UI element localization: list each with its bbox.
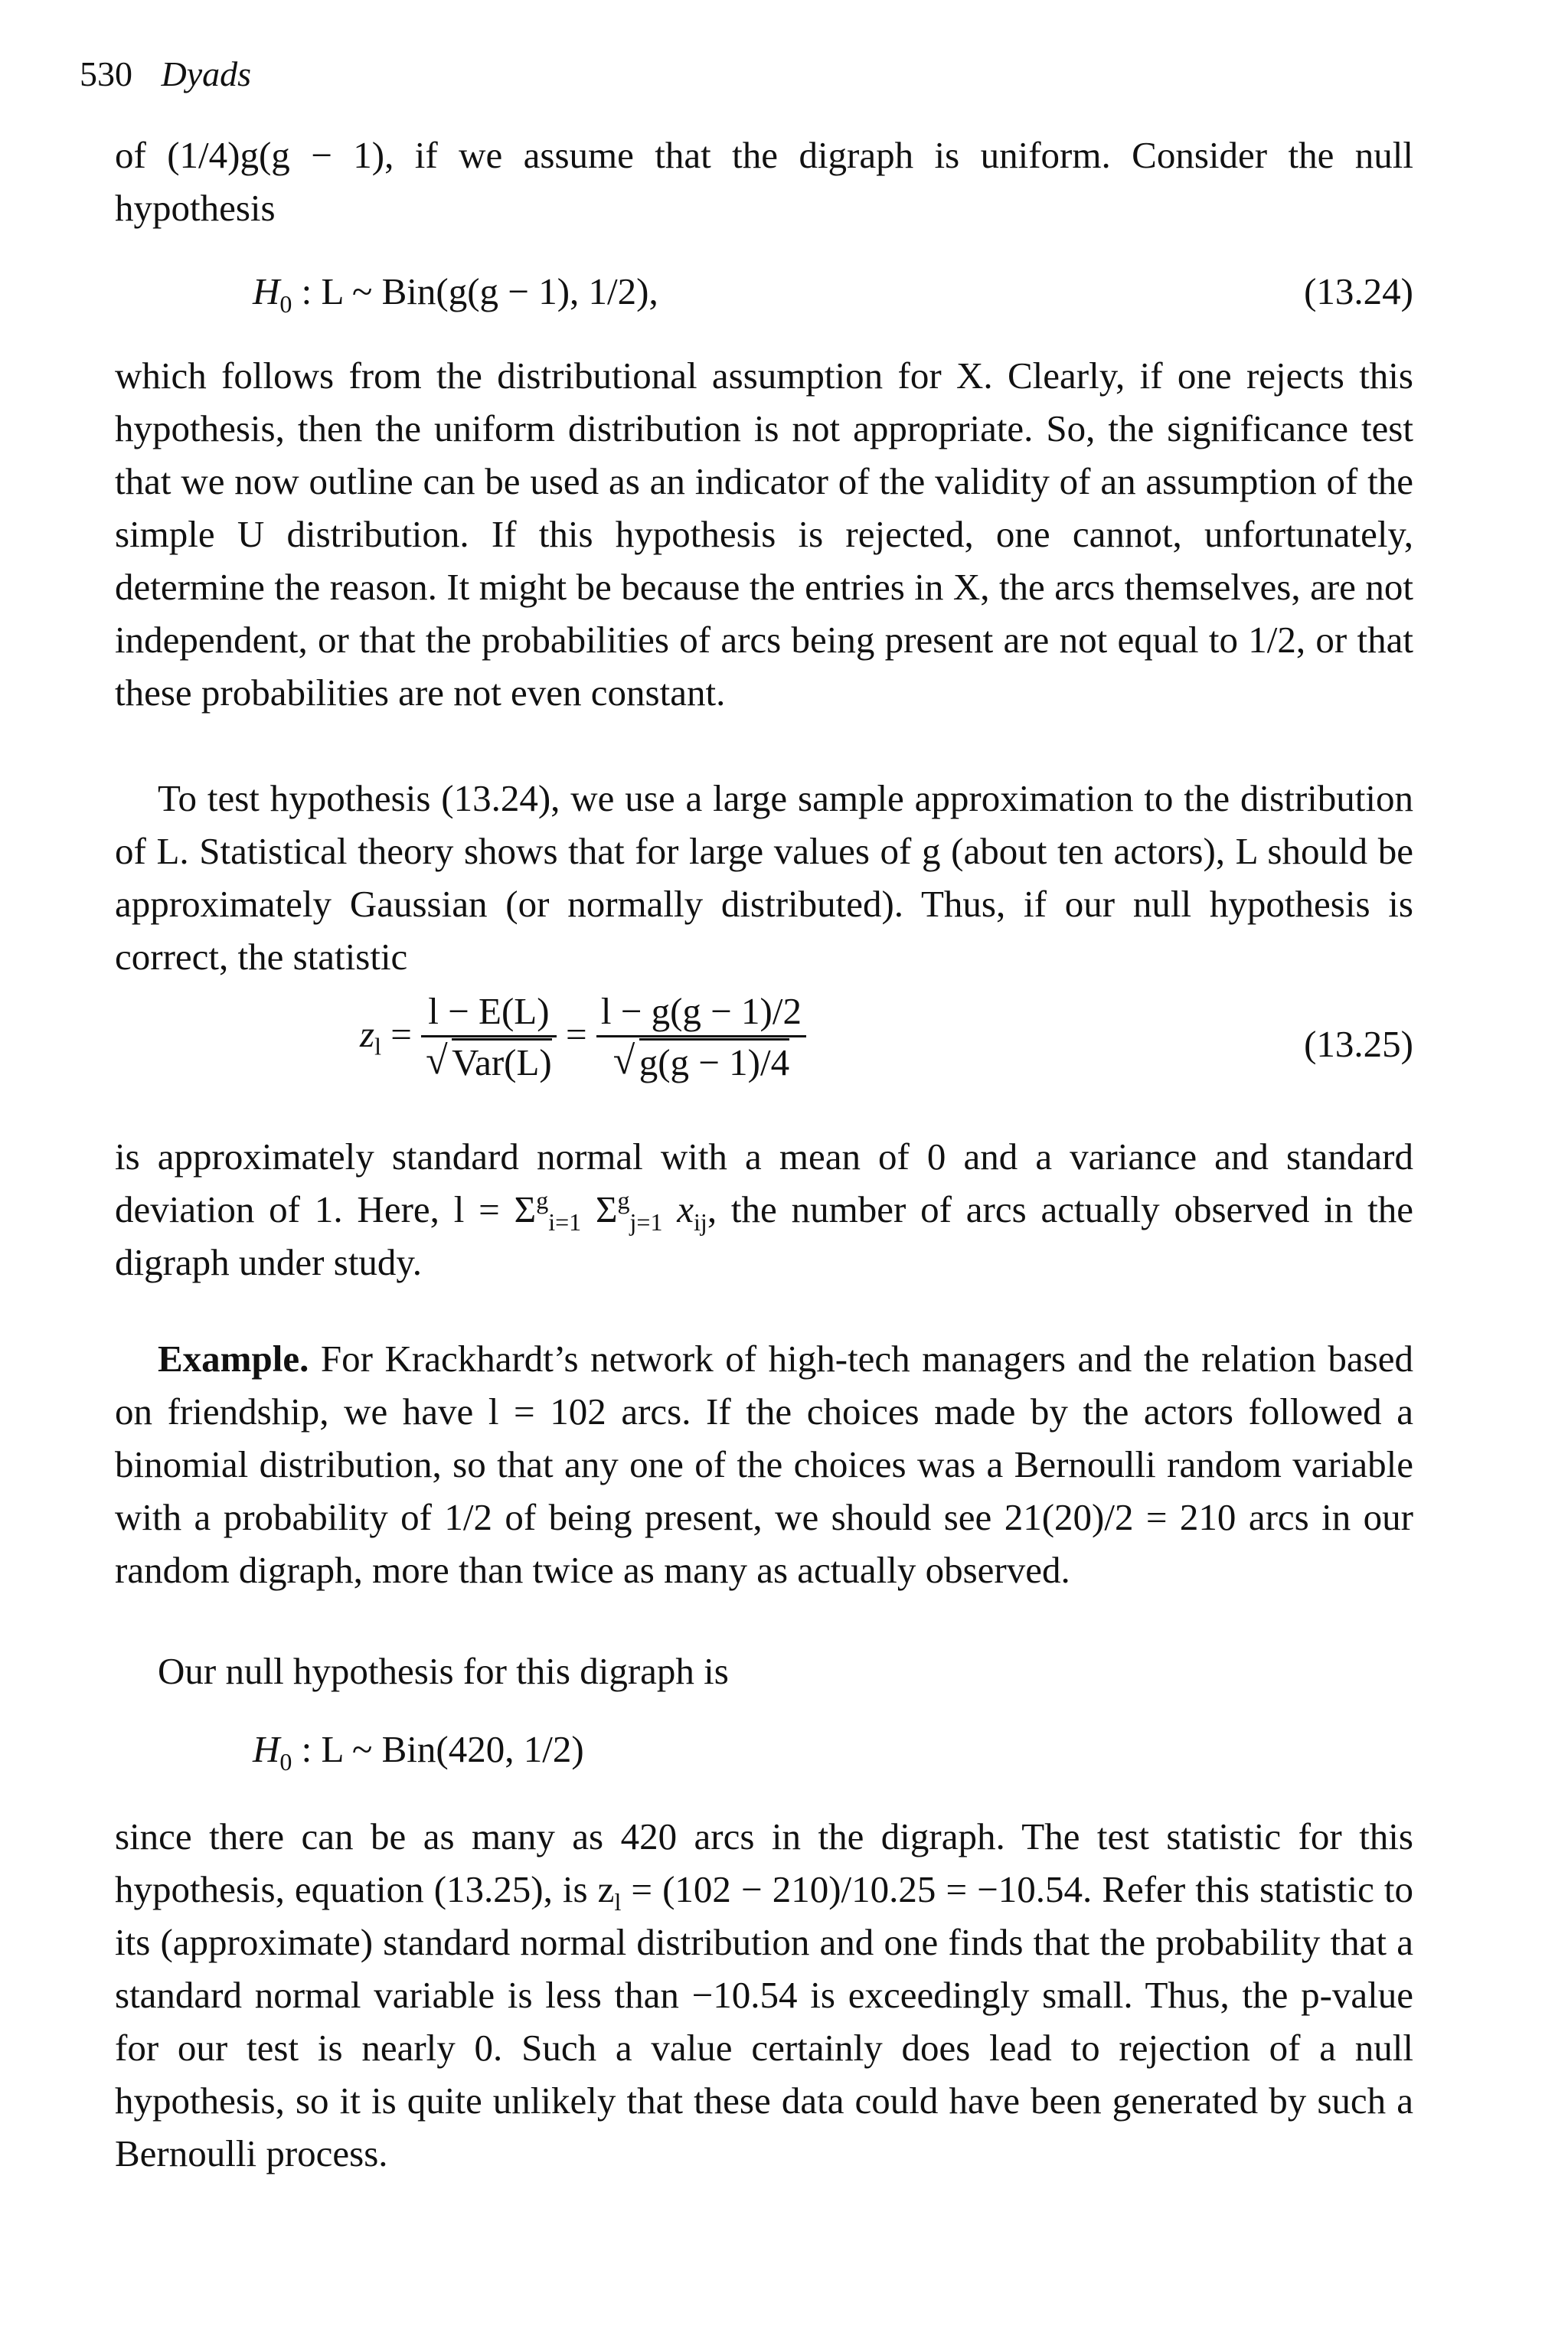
equation-null-hypothesis: $H_0$ : L ~ Bin(420, 1/2)	[253, 1728, 584, 1776]
fraction-binomial: l − g(g − 1)/2 √ g(g − 1)/4	[596, 988, 806, 1088]
running-header	[80, 54, 251, 94]
paragraph-4: is approximately standard normal with a mean of 0 and a variance and standard deviation of 1. Here, $l = \Sigma^g_{i=1}$ $\Sigma^g_{j=1}$ $x_{ij}$, the number of arcs actually observed in the digraph under study.	[115, 1135, 1413, 1283]
example-paragraph: Example. For Krackhardt’s network of high-tech managers and the relation based on friendship, we have l = 102 arcs. If the choices made by the actors followed a binomial distribution, so that any one of the choices was a Bernoulli random variable with a probability of 1/2 of being present, we should see 21(20)/2 = 210 arcs in our random digraph, more than twice as many as actually observed.	[115, 1338, 1413, 1591]
example-label: Example.	[158, 1338, 309, 1380]
paragraph-2: which follows from the distributional assumption for X. Clearly, if one rejects this hypothesis, then the uniform distribution is not appropriate. So, the significance test that we now outline can be used as an indicator of the validity of an assumption of the simple U distribution. If this hypothesis is rejected, one cannot, unfortunately, determine the reason. It might be because the entries in X, the arcs themselves, are not independent, or that the probabilities of arcs being present are not equal to 1/2, or that these probabilities are not even constant.	[115, 354, 1413, 714]
fraction-expected: l − E(L) √ Var(L)	[421, 988, 557, 1088]
equation-13-24-number: (13.24)	[1304, 270, 1413, 312]
paragraph-5: Our null hypothesis for this digraph is	[158, 1650, 729, 1692]
equation-13-24	[115, 270, 1413, 323]
equation-13-25-body: $z_l$ = l − E(L) √ Var(L) = l − g(g − 1)/2 √ g(g − 1)/4	[360, 988, 806, 1088]
paragraph-1: of (1/4)g(g − 1), if we assume that the digraph is uniform. Consider the null hypothesis	[115, 134, 1413, 229]
section-title: Dyads	[161, 54, 252, 93]
equation-13-25-number: (13.25)	[1304, 1023, 1413, 1065]
page-number: 530	[80, 54, 132, 93]
paragraph-3: To test hypothesis (13.24), we use a large sample approximation to the distribution of L. Statistical theory shows that for large values of g (about ten actors), L should be approximately Gaussian (or normally distributed). Thus, if our null hypothesis is correct, the statistic	[115, 777, 1413, 978]
equation-13-24-body: $H_0$ : L ~ Bin(g(g − 1), 1/2),	[253, 270, 658, 318]
paragraph-6: since there can be as many as 420 arcs in the digraph. The test statistic for this hypothesis, equation (13.25), is $z_l = (102 - 210)/10.25 = -10.54$. Refer this statistic to its (approximate) standard normal distribution and one finds that the probability that a standard normal variable is less than −10.54 is exceedingly small. Thus, the p-value for our test is nearly 0. Such a value certainly does lead to rejection of a null hypothesis, so it is quite unlikely that these data could have been generated by such a Bernoulli process.	[115, 1815, 1413, 2174]
equation-13-25	[115, 988, 1413, 1110]
